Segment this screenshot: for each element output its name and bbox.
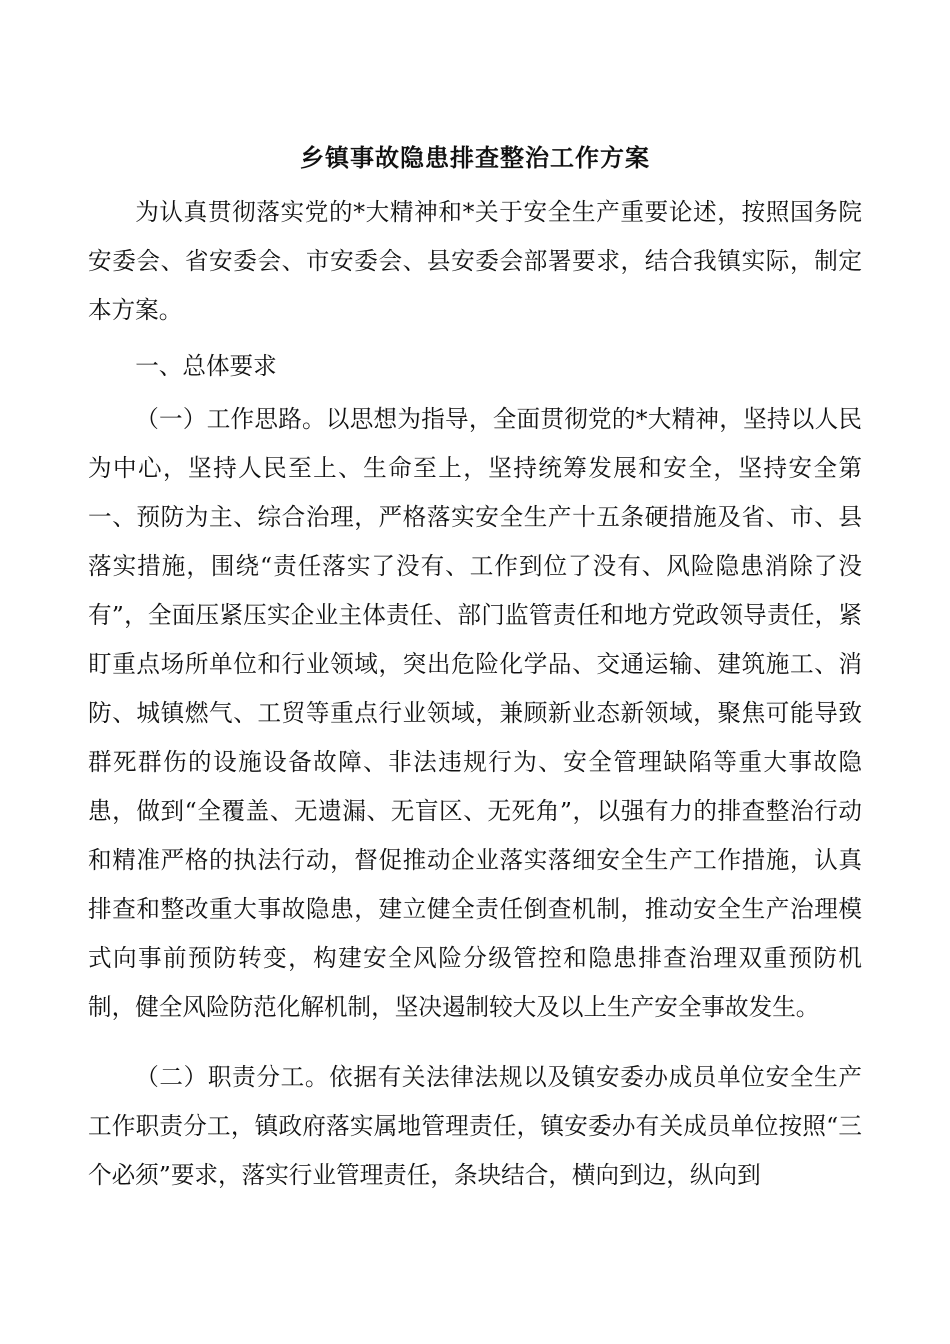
section-heading: 一、总体要求 (135, 352, 277, 380)
intro-paragraph: 为认真贯彻落实党的*大精神和*关于安全生产重要论述，按照国务院安委会、省安委会、市安委会、县安委会部署要求，结合我镇实际，制定本方案。 (88, 198, 862, 324)
document-title: 乡镇事故隐患排查整治工作方案 (300, 144, 650, 172)
paragraph-work-approach: （一）工作思路。以思想为指导，全面贯彻党的*大精神，坚持以人民为中心，坚持人民至上、生命至上，坚持统筹发展和安全，坚持安全第一、预防为主、综合治理，严格落实安全生产十五条硬措施及省、市、县落实措施，围绕“责任落实了没有、工作到位了没有、风险隐患消除了没有”，全面压紧压实企业主体责任、部门监管责任和地方党政领导责任，紧盯重点场所单位和行业领域，突出危险化学品、交通运输、建筑施工、消防、城镇燃气、工贸等重点行业领域，兼顾新业态新领域，聚焦可能导致群死群伤的设施设备故障、非法违规行为、安全管理缺陷等重大事故隐患，做到“全覆盖、无遗漏、无盲区、无死角”，以强有力的排查整治行动和精准严格的执法行动，督促推动企业落实落细安全生产工作措施，认真排查和整改重大事故隐患，建立健全责任倒查机制，推动安全生产治理模式向事前预防转变，构建安全风险分级管控和隐患排查治理双重预防机制，健全风险防范化解机制，坚决遏制较大及以上生产安全事故发生。 (88, 405, 862, 1021)
paragraph-duty-division: （二）职责分工。依据有关法律法规以及镇安委办成员单位安全生产工作职责分工，镇政府落实属地管理责任，镇安委办有关成员单位按照“三个必须”要求，落实行业管理责任，条块结合，横向到边，纵向到 (88, 1063, 862, 1189)
